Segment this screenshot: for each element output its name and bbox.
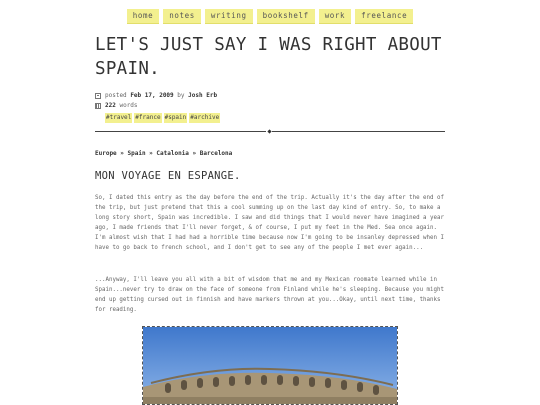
tag-france[interactable]: #france [135,114,161,121]
nav-item-work[interactable]: work [319,9,351,24]
nav-item-notes[interactable]: notes [163,9,201,24]
calendar-icon [95,103,101,109]
tag-spain[interactable]: #spain [164,114,187,121]
word-count-row [95,101,445,111]
diamond-icon [266,128,272,134]
posted-label: posted [105,92,127,99]
post-date: Feb 17, 2009 [130,92,174,99]
nav-item-home[interactable]: home [127,9,159,24]
breadcrumb: Europe » Spain » Catalonia » Barcelona [95,150,233,157]
post-paragraph-2: ...Anyway, I'll leave you all with a bit of wisdom that me and my Mexican roomate learned while in Spain...never try to draw on the face of someone from Finland while he's sleeping. Because you might end up getting cursed out in finnish and have markers thrown at you...Okay, until next time, thanks for reading. [95,277,445,313]
post-subheading: MON VOYAGE EN ESPANGE. [95,170,241,182]
words-label: words [119,102,138,109]
posted-row [95,91,445,101]
arena-image [143,327,397,404]
document-icon [95,93,101,99]
post-paragraph-1: So, I dated this entry as the day before the end of the trip. Actually it's the day after the end of the trip, but just pretend that this a cool summing up on the last day kind of entry. So, to make a long story short, Spain was incredible. I saw and did things that I would never have imagined a year ago, I made friends that I'll never forget, & of course, I put my feet in the Med. Sea once again. I'm almost wish that I had had a horrible time because now I'm going to be insanley depressed when I have to go back to french school, and I don't get to see any of the people I met ever again... [95,195,445,251]
tag-list [95,113,445,123]
word-count: 222 [105,102,116,109]
post-author[interactable]: Josh Erb [188,92,218,99]
tag-archive[interactable]: #archive [190,114,220,121]
tag-travel[interactable]: #travel [106,114,132,121]
nav-item-bookshelf[interactable]: bookshelf [257,9,315,24]
nav-item-writing[interactable]: writing [205,9,253,24]
post-meta [95,91,445,123]
post-photo [142,326,398,405]
nav-item-freelance[interactable]: freelance [355,9,413,24]
by-label: by [177,92,185,99]
top-nav [0,9,540,24]
post-title: LET'S JUST SAY I WAS RIGHT ABOUT SPAIN. [95,35,442,79]
